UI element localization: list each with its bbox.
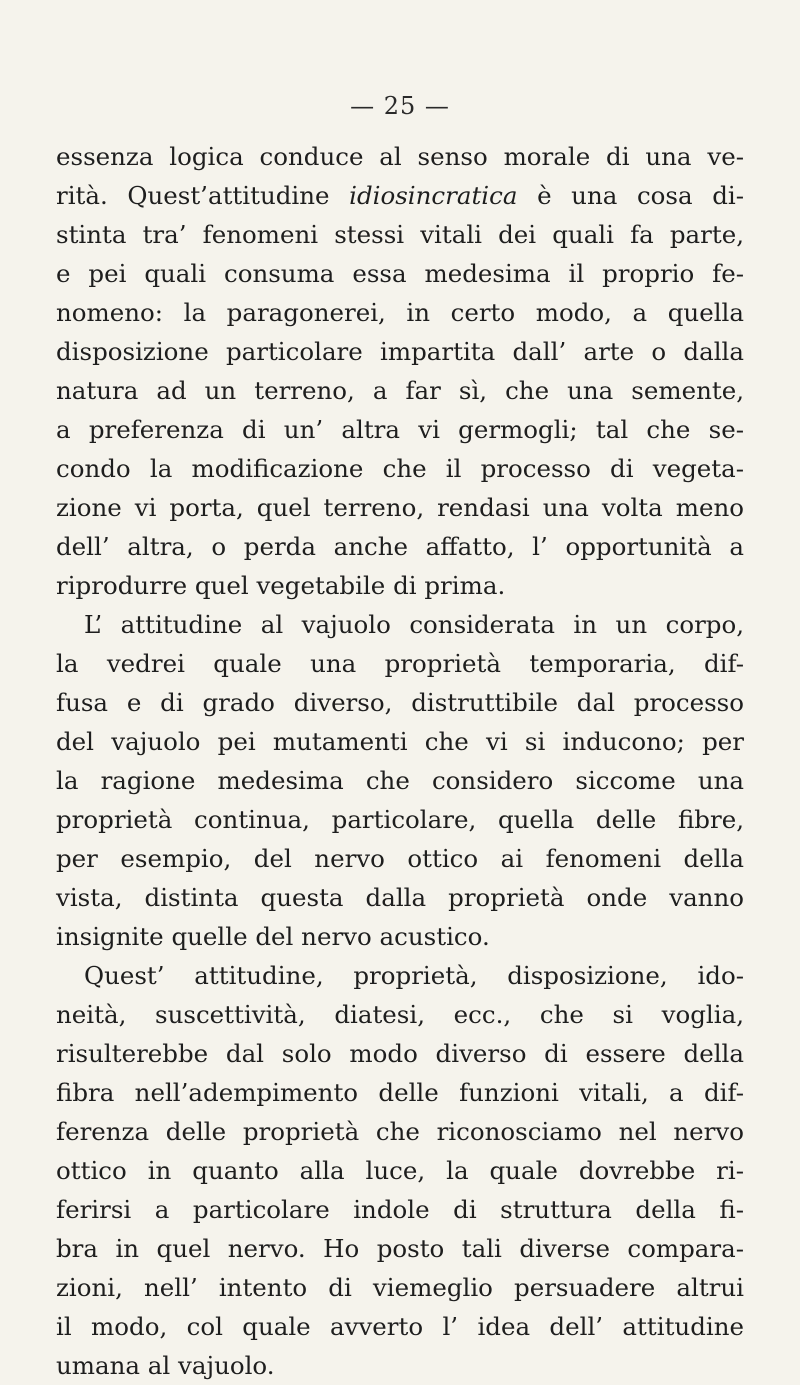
text-line: del vajuolo pei mutamenti che vi si inducono; per: [56, 727, 744, 756]
text-line: ottico in quanto alla luce, la quale dovrebbe ri-: [56, 1156, 744, 1185]
text-line: fibra nell’adempimento delle funzioni vitali, a dif-: [56, 1078, 744, 1107]
text-line: il modo, col quale avverto l’ idea dell’ attitudine: [56, 1312, 744, 1341]
text-line: a preferenza di un’ altra vi germogli; tal che se-: [56, 415, 744, 444]
paragraph-first-line: Quest’ attitudine, proprietà, disposizione, ido-: [84, 961, 744, 990]
text-line: nomeno: la paragonerei, in certo modo, a quella: [56, 298, 744, 327]
paragraph-first-line: L’ attitudine al vajuolo considerata in un corpo,: [84, 610, 744, 639]
paragraph-last-line: riprodurre quel vegetabile di prima.: [56, 571, 506, 600]
text-line: bra in quel nervo. Ho posto tali diverse compara-: [56, 1234, 744, 1263]
paragraph-last-line: umana al vajuolo.: [56, 1351, 275, 1380]
text-fragment: è una cosa di-: [517, 181, 744, 210]
text-line: zioni, nell’ intento di viemeglio persuadere altrui: [56, 1273, 744, 1302]
text-line: la vedrei quale una proprietà temporaria, dif-: [56, 649, 744, 678]
body-text: [56, 137, 744, 1385]
text-line: per esempio, del nervo ottico ai fenomeni della: [56, 844, 744, 873]
text-line: ferirsi a particolare indole di struttura della fi-: [56, 1195, 744, 1224]
text-line: e pei quali consuma essa medesima il proprio fe-: [56, 259, 744, 288]
text-line: disposizione particolare impartita dall’ arte o dalla: [56, 337, 744, 366]
italic-term: idiosincratica: [349, 181, 518, 210]
text-line: proprietà continua, particolare, quella delle fibre,: [56, 805, 744, 834]
text-line: dell’ altra, o perda anche affatto, l’ opportunità a: [56, 532, 744, 561]
text-line: ferenza delle proprietà che riconosciamo nel nervo: [56, 1117, 744, 1146]
text-line: condo la modificazione che il processo di vegeta-: [56, 454, 744, 483]
paragraph-last-line: insignite quelle del nervo acustico.: [56, 922, 490, 951]
page-number-header: — 25 —: [350, 92, 450, 120]
text-line: neità, suscettività, diatesi, ecc., che si voglia,: [56, 1000, 744, 1029]
text-line: risulterebbe dal solo modo diverso di essere della: [56, 1039, 744, 1068]
text-line: vista, distinta questa dalla proprietà onde vanno: [56, 883, 744, 912]
text-line: natura ad un terreno, a far sì, che una semente,: [56, 376, 744, 405]
text-line: zione vi porta, quel terreno, rendasi una volta meno: [56, 493, 744, 522]
text-line: fusa e di grado diverso, distruttibile dal processo: [56, 688, 744, 717]
text-line: essenza logica conduce al senso morale di una ve-: [56, 142, 744, 171]
text-line: stinta tra’ fenomeni stessi vitali dei quali fa parte,: [56, 220, 744, 249]
text-line: la ragione medesima che considero siccome una: [56, 766, 744, 795]
text-line-with-italic: [56, 176, 744, 215]
text-fragment: rità. Quest’attitudine: [56, 181, 350, 210]
